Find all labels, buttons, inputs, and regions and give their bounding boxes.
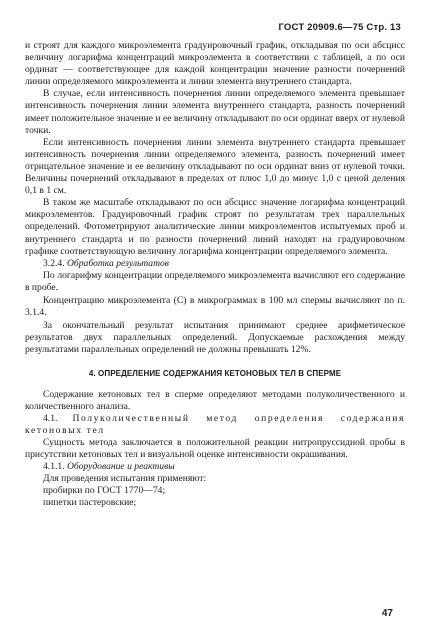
subsection-title: Полуколичественный метод определения содержания кетоновых тел: [25, 412, 405, 436]
subsection-4-1-1: [25, 461, 405, 473]
paragraph-ketone-methods: Содержание кетоновых тел в сперме определяют методами полуколичественного и количественного анализа.: [25, 388, 405, 412]
paragraph-content-calculation: По логарифму концентрации определяемого микроэлемента вычисляют его содержание в пробе.: [25, 269, 405, 293]
subsection-4-1: [25, 413, 405, 437]
subsection-number: 4.1.: [43, 412, 58, 424]
paragraph-final-result: За окончательный результат испытания принимают среднее арифметическое результатов двух параллельных определений. Допускаемые расхождения между результатами параллельных определений не должны превышать 12%.: [25, 320, 405, 356]
page-body: [25, 40, 405, 509]
paragraph-negative-difference: Если интенсивность почернения линии элемента внутреннего стандарта превышает интенсивность почернения линии определяемого элемента, разность почернений имеет отрицательное значение и ее величину откладывают по оси ординат вниз от нулевой точки. Величины почернений откладывают в пределах от плюс 1,0 до минус 1,0 с ценой деления 0,1 в 1 см.: [25, 136, 405, 197]
list-item-test-tubes: пробирки по ГОСТ 1770—74;: [43, 485, 166, 497]
paragraph-equipment-intro: Для проведения испытания применяют:: [43, 473, 207, 485]
page-number: 47: [381, 608, 393, 619]
paragraph-graph-construction: и строят для каждого микроэлемента градуировочный график, откладывая по оси абсцисс величину логарифма концентраций микроэлемента в соответствии с таблицей, а по оси ординат — соответствующее для каждой концентрации значение разности почернений линии определяемого микроэлемента и линии элемента внутреннего стандарта.: [25, 40, 405, 88]
subsection-title: Обработка результатов: [67, 257, 169, 269]
paragraph-abscissa-scale: В таком же масштабе откладывают по оси абсцисс значение логарифма концентраций микроэлементов. Градуировочный график строят по результатам трех параллельных определений. Фотометрируют аналитические линии микроэлементов испытуемых проб и внутреннего стандарта и по разности почернений линий находят на градуировочном графике соответствующую величину логарифма концентрации определяемого элемента.: [25, 197, 405, 257]
subsection-3-2-4: [25, 258, 405, 270]
paragraph-concentration: Концентрацию микроэлемента (С) в микрограммах в 100 мл спермы вычисляют по п. 3.1.4.: [25, 294, 405, 319]
subsection-number: 4.1.1.: [43, 461, 65, 473]
paragraph-positive-difference: В случае, если интенсивность почернения линии определяемого элемента превышает интенсивность почернения линии элемента внутреннего стандарта, разность почернений имеет положительное значение и ее величину откладывают по оси ординат вверх от нулевой точки.: [25, 88, 405, 136]
subsection-number: 3.2.4.: [43, 257, 65, 269]
list-item-pipettes: пипетки пастеровские;: [43, 497, 137, 509]
page-header: ГОСТ 20909.6—75 Стр. 13: [278, 22, 401, 33]
subsection-title: Оборудование и реактивы: [67, 461, 175, 473]
paragraph-method-essence: Сущность метода заключается в положительной реакции нитропруссидной пробы в присутствии кетоновых тел и визуальной оценке интенсивности окрашивания.: [25, 436, 405, 460]
section-title: 4. ОПРЕДЕЛЕНИЕ СОДЕРЖАНИЯ КЕТОНОВЫХ ТЕЛ В СПЕРМЕ: [88, 369, 342, 379]
